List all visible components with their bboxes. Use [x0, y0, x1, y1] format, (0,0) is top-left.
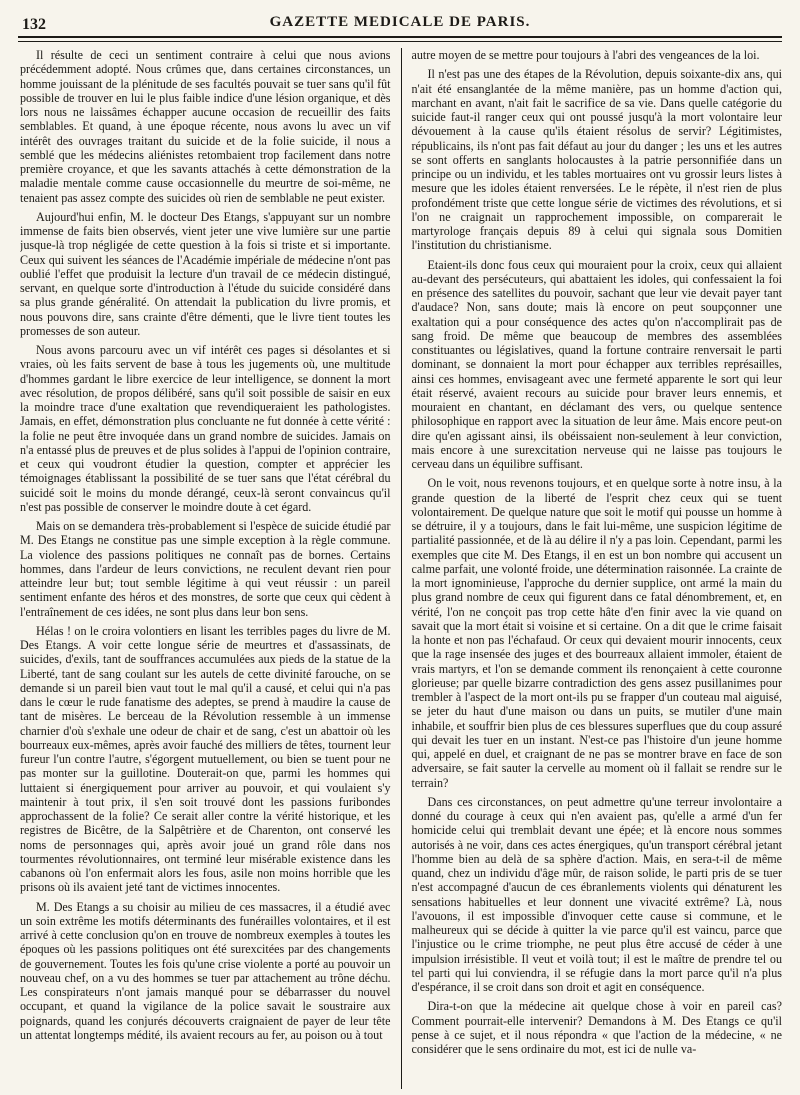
- header-rule: [18, 41, 782, 42]
- paragraph: On le voit, nous revenons toujours, et en quelque sorte à notre insu, à la grande question de la liberté de l'esprit chez ceux qui se tuent volontairement. De quelque nature que soit le motif qui pousse un homme à se détruire, il y a toujours, dans le fait lui-même, une suspicion légitime de partialité passionnée, et de là au délire il n'y a pas loin. Cependant, parmi les exemples que cite M. Des Etangs, il en est un bon nombre qui accusent un calme parfait, une volonté froide, une détermination raisonnée. La crainte de la mort ignominieuse, l'approche du dernier supplice, ont armé la main du plus grand nombre de ceux qui figurent dans ce fatal dénombrement, et, en vérité, l'on ne conçoit pas trop cette hâte d'en finir avec la vie quand on savait que la mort était si voisine et si certaine. On a dit que le crime faisait la honte et non pas l'échafaud. Or ceux qui devaient mourir innocents, ceux que la rage insensée des juges et des bourreaux allaient immoler, étaient de vrais martyrs, et l'on se demande comment ils renonçaient à cette couronne glorieuse; par quelle bizarre contradiction des gens assez pusillanimes pour trembler à l'aspect de la mort ont-ils pu se frapper d'un couteau mal aiguisé, se jeter du haut d'une maison ou dans un puits, se mutiler d'une main inhabile, et souffrir bien plus de ces blessures superflues que du coup assuré qui devait les tuer en un instant. N'est-ce pas l'histoire d'un jeune homme qui, appelé en duel, et craignant de ne pas se montrer brave en face de son adversaire, se fait sauter la cervelle au moment où il fallait se rendre sur le terrain?: [411, 476, 782, 790]
- paragraph: Etaient-ils donc fous ceux qui mouraient pour la croix, ceux qui allaient au-devant des persécuteurs, qui abattaient les idoles, qui confessaient la foi en présence des satellites du pouvoir, sachant que leur vie devait payer tant d'audace? Non, sans doute; mais là encore on peut soupçonner une exaltation qui a pour conséquence des actes qu'on n'accomplirait pas de sang froid. De même que beaucoup de membres des assemblées constituantes ou législatives, quand la fortune contraire renversait le parti dominant, se donnaient la mort pour échapper aux terribles représailles, ainsi ces hommes, envisageant avec une fermeté apparente le sort qui leur était réservé, avaient recours au suicide pour braver leurs ennemis, et mouraient en chantant, en déclamant des vers, ou quelque sentence philosophique en rapport avec la situation de leur âme. Mais encore peut-on dire qu'en agissant ainsi, ils obéissaient non-seulement à leur conviction, mais encore à une surexcitation nerveuse qui ne laisse pas toujours le cerveau dans un équilibre suffisant.: [411, 257, 782, 471]
- left-column: [20, 48, 399, 1089]
- page-header: [18, 14, 782, 38]
- paragraph: autre moyen de se mettre pour toujours à l'abri des vengeances de la loi.: [411, 48, 760, 62]
- paragraph: Mais on se demandera très-probablement si l'espèce de suicide étudié par M. Des Etangs ne constitue pas une simple exception à la règle commune. La violence des passions politiques ne connaît pas de bornes. Certains hommes, dans l'ardeur de leurs convictions, ne reculent devant rien pour atteindre leur but; tout semble légitime à qui veut réussir : un pareil sentiment enfante des héros et des monstres, de sorte que ceux qui cèdent à l'entraînement de ces idées, ne sont plus dans leur bon sens.: [20, 519, 391, 619]
- paragraph: Il résulte de ceci un sentiment contraire à celui que nous avions précédemment adopté. Nous crûmes que, dans certaines circonstances, un homme jouissant de la plénitude de ses facultés pouvait se tuer sans qu'il fût possible de trouver en lui le plus faible indice d'une lésion organique, et dès lors nous ne laissâmes échapper aucune occasion de recueillir des faits semblables. Et quand, à une époque récente, nous avons lu avec un vif intérêt des ouvrages traitant du suicide et de la folie suicide, il nous a semblé que les médecins aliénistes retombaient trop facilement dans notre première croyance, et que les savants attachés à cette démonstration de la maladie mentale comme cause occasionnelle du meurtre de soi-même, ne tenaient pas assez compte des suicides où rien de semblable ne peut exister.: [20, 48, 391, 205]
- paragraph: Hélas ! on le croira volontiers en lisant les terribles pages du livre de M. Des Etangs. A voir cette longue série de meurtres et d'assassinats, de suicides, d'exils, tant de souffrances accumulées aux pieds de la statue de la Liberté, tant de sang coulant sur les autels de cette divinité farouche, on se demande si un pareil bien vaut tout le mal qu'il a causé, et celui qui n'a pas dans le cœur le rude fanatisme des adeptes, se prend à maudire la cause de tant de misères. Le berceau de la Révolution ressemble à un immense charnier d'où s'exhale une odeur de chair et de sang, c'est un abattoir où les bourreaux eux-mêmes, après avoir fauché des milliers de têtes, tournent leur fureur l'un contre l'autre, s'égorgent mutuellement, ou bien se tuent pour ne pas monter sur la guillotine. Douterait-on que, parmi les hommes qui luttaient si énergiquement pour arriver au pouvoir, et qui voulaient s'y maintenir à tout prix, il s'en soit trouvé dont les passions furibondes approchassent de la folie? Ce serait aller contre la vérité historique, et les registres de Bicêtre, de la Salpêtrière et de Charenton, ont conservé les noms de personnages qui, après avoir joué un grand rôle dans nos tourmentes révolutionnaires, ont terminé leur misérable existence dans les cabanons où l'on enfermait alors les fous, asile non moins horrible que les prisons où ils avaient jeté tant de victimes innocentes.: [20, 623, 391, 895]
- paragraph: Nous avons parcouru avec un vif intérêt ces pages si désolantes et si vraies, où les faits servent de base à tous les jugements où, une multitude d'hommes gardant le libre exercice de leur intelligence, se donnent la mort avec résolution, de propos délibéré, sans qu'il soit possible de saisir en eux la moindre trace d'une exaltation que revendiqueraient les pathologistes. Jamais, en effet, démonstration plus concluante ne fut donnée à cette vérité : la folie ne peut être invoquée dans un grand nombre de suicides. Jamais on n'a entassé plus de preuves et de plus solides à l'appui de l'opinion contraire, et ceux qui voudront étudier la question, compter et apprécier les témoignages établissant la possibilité de se tuer sans que l'état cérébral du suicidé soit le moins du monde dérangé, ceux-là seront convaincus qu'il n'est pas possible de conserver le moindre doute à cet égard.: [20, 343, 391, 514]
- paragraph: Dira-t-on que la médecine ait quelque chose à voir en pareil cas? Comment pourrait-elle intervenir? Demandons à M. Des Etangs ce qu'il pense à ce sujet, et il nous répondra « que l'action de la médecine, « ne considérer que le sens ordinaire du mot, est ici de nulle va-: [411, 999, 782, 1056]
- paragraph: Dans ces circonstances, on peut admettre qu'une terreur involontaire a donné du courage à ceux qui n'en avaient pas, qu'elle a armé d'un fer homicide celui qui tremblait devant une épée; et là encore nous sommes autorisés à ne voir, dans ces actes énergiques, qu'un transport cérébral jetant l'homme bien au delà de sa sphère d'action. Mais, en sera-t-il de même quand, chez un individu d'âge mûr, de raison solide, le parti pris de se tuer n'est accompagné d'aucun de ces ébranlements violents qui dénaturent les sensations habituelles et leur donnent une vivacité extrême? Là, nous l'avouons, il est impossible d'invoquer cette cause si commune, et le malheureux qui se décide à quitter la vie parce qu'il est vaincu, parce que l'injustice ou le crime triomphe, ne peut plus être accusé de céder à une impulsion irrésistible. Il veut et voilà tout; il est le maître de prendre tel ou tel parti qui lui conviendra, il se réfugie dans la mort parce qu'il n'a plus d'espérance, il se croit dans son droit et agit en conséquence.: [411, 794, 782, 994]
- paragraph: Il n'est pas une des étapes de la Révolution, depuis soixante-dix ans, qui n'ait été ensanglantée de la même manière, pas un homme d'action qui, marchant en avant, n'ait fait le sacrifice de sa vie. Dans quelle catégorie du suicide faut-il ranger ceux qui ont poussé jusqu'à la mort volontaire leur dévouement à la cause qu'ils étaient résolus de servir? Légitimistes, républicains, ils n'ont pas fait défaut au jour du danger ; les uns et les autres se sont offerts en sanglants holocaustes à la patrie personnifiée dans un principe ou un individu, et les tables mortuaires ont vu grossir leurs listes à mesure que les idoles étaient renversées. Le le répète, il n'est rien de plus profondément triste que cette longue série de victimes des révolutions, et si l'on ne craignait un rapprochement impossible, on comparerait le martyrologe français depuis 89 à celui qui signala sous Domitien l'institution du christianisme.: [411, 67, 782, 253]
- paragraph: M. Des Etangs a su choisir au milieu de ces massacres, il a étudié avec un soin extrême les motifs déterminants des funérailles volontaires, et il est arrivé à cette conclusion qu'on en trouve de nombreux exemples à toutes les époques où les passions politiques ont été surexcitées par des changements de gouvernement. Toutes les fois qu'une crise violente a porté au pouvoir un nouveau chef, on a vu des hommes se tuer par attachement au trône déchu. Les conspirateurs n'ont jamais manqué pour se débarrasser du nouvel occupant, et quand la vigilance de la police savait le soustraire aux poignards, quand les conjurés découverts craignaient de payer de leur tête un attentat longtemps médité, ils avaient recours au fer, au poison ou à tout: [20, 899, 391, 1042]
- article-body: [20, 48, 782, 1089]
- right-column: [407, 48, 782, 1089]
- paragraph: Aujourd'hui enfin, M. le docteur Des Etangs, s'appuyant sur un nombre immense de faits bien observés, vient jeter une vive lumière sur une partie jusque-là trop négligée de cette question à la fois si triste et si importante. Ceux qui suivent les séances de l'Académie impériale de médecine n'ont pas oublié l'effet que produisit la lecture d'un travail de ce médecin distingué, servant, en quelque sorte d'introduction à l'étude du suicide considéré dans sa plus grande généralité. On attendait la publication du livre promis, et nous pouvons dire, sans crainte d'être démenti, que le livre tient toutes les promesses de son auteur.: [20, 209, 391, 338]
- running-head: GAZETTE MEDICALE DE PARIS.: [269, 14, 531, 30]
- page-number: 132: [22, 16, 46, 33]
- column-divider: [401, 48, 402, 1089]
